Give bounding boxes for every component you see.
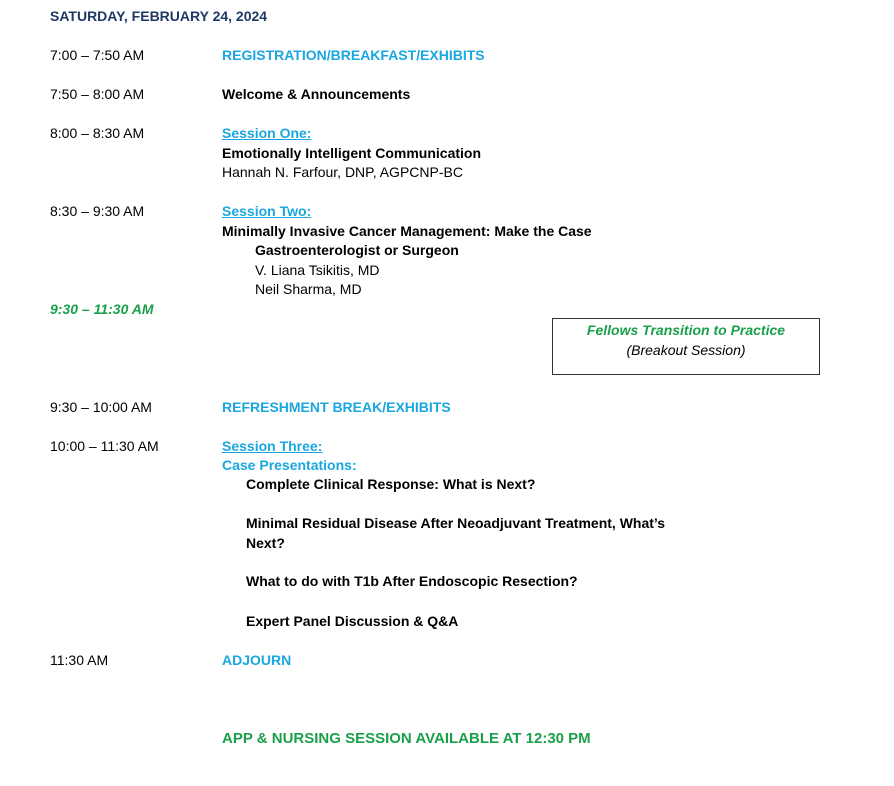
session-label: Session One: bbox=[222, 125, 312, 141]
agenda-title: Welcome & Announcements bbox=[222, 86, 411, 102]
footer-notice: APP & NURSING SESSION AVAILABLE AT 12:30 PM bbox=[222, 730, 591, 747]
breakout-note: (Breakout Session) bbox=[626, 342, 746, 358]
time-slot: 8:30 – 9:30 AM bbox=[50, 203, 145, 219]
case-topic: Minimal Residual Disease After Neoadjuvant Treatment, What’s bbox=[246, 515, 666, 531]
time-slot: 9:30 – 10:00 AM bbox=[50, 399, 152, 415]
speaker: Neil Sharma, MD bbox=[255, 281, 362, 297]
time-slot: 11:30 AM bbox=[50, 652, 109, 668]
breakout-box bbox=[552, 318, 820, 375]
session-label: Session Three: bbox=[222, 438, 323, 454]
time-slot: 9:30 – 11:30 AM bbox=[50, 301, 154, 317]
speaker: Hannah N. Farfour, DNP, AGPCNP-BC bbox=[222, 164, 463, 180]
session-subheading: Case Presentations: bbox=[222, 457, 357, 473]
session-title: Emotionally Intelligent Communication bbox=[222, 145, 482, 161]
agenda-title: REFRESHMENT BREAK/EXHIBITS bbox=[222, 399, 451, 415]
time-slot: 8:00 – 8:30 AM bbox=[50, 125, 145, 141]
case-topic: What to do with T1b After Endoscopic Resection? bbox=[246, 573, 578, 589]
speaker: V. Liana Tsikitis, MD bbox=[255, 262, 380, 278]
case-topic: Next? bbox=[246, 535, 285, 551]
agenda-title: REGISTRATION/BREAKFAST/EXHIBITS bbox=[222, 47, 485, 63]
case-topic: Expert Panel Discussion & Q&A bbox=[246, 613, 459, 629]
case-topic: Complete Clinical Response: What is Next? bbox=[246, 476, 536, 492]
time-slot: 7:50 – 8:00 AM bbox=[50, 86, 145, 102]
session-subtitle: Gastroenterologist or Surgeon bbox=[255, 242, 459, 258]
time-slot: 10:00 – 11:30 AM bbox=[50, 438, 159, 454]
date-header: SATURDAY, FEBRUARY 24, 2024 bbox=[50, 8, 268, 24]
session-title: Minimally Invasive Cancer Management: Make the Case bbox=[222, 223, 592, 239]
agenda-title: ADJOURN bbox=[222, 652, 292, 668]
time-slot: 7:00 – 7:50 AM bbox=[50, 47, 145, 63]
session-label: Session Two: bbox=[222, 203, 312, 219]
breakout-title: Fellows Transition to Practice bbox=[586, 322, 786, 338]
